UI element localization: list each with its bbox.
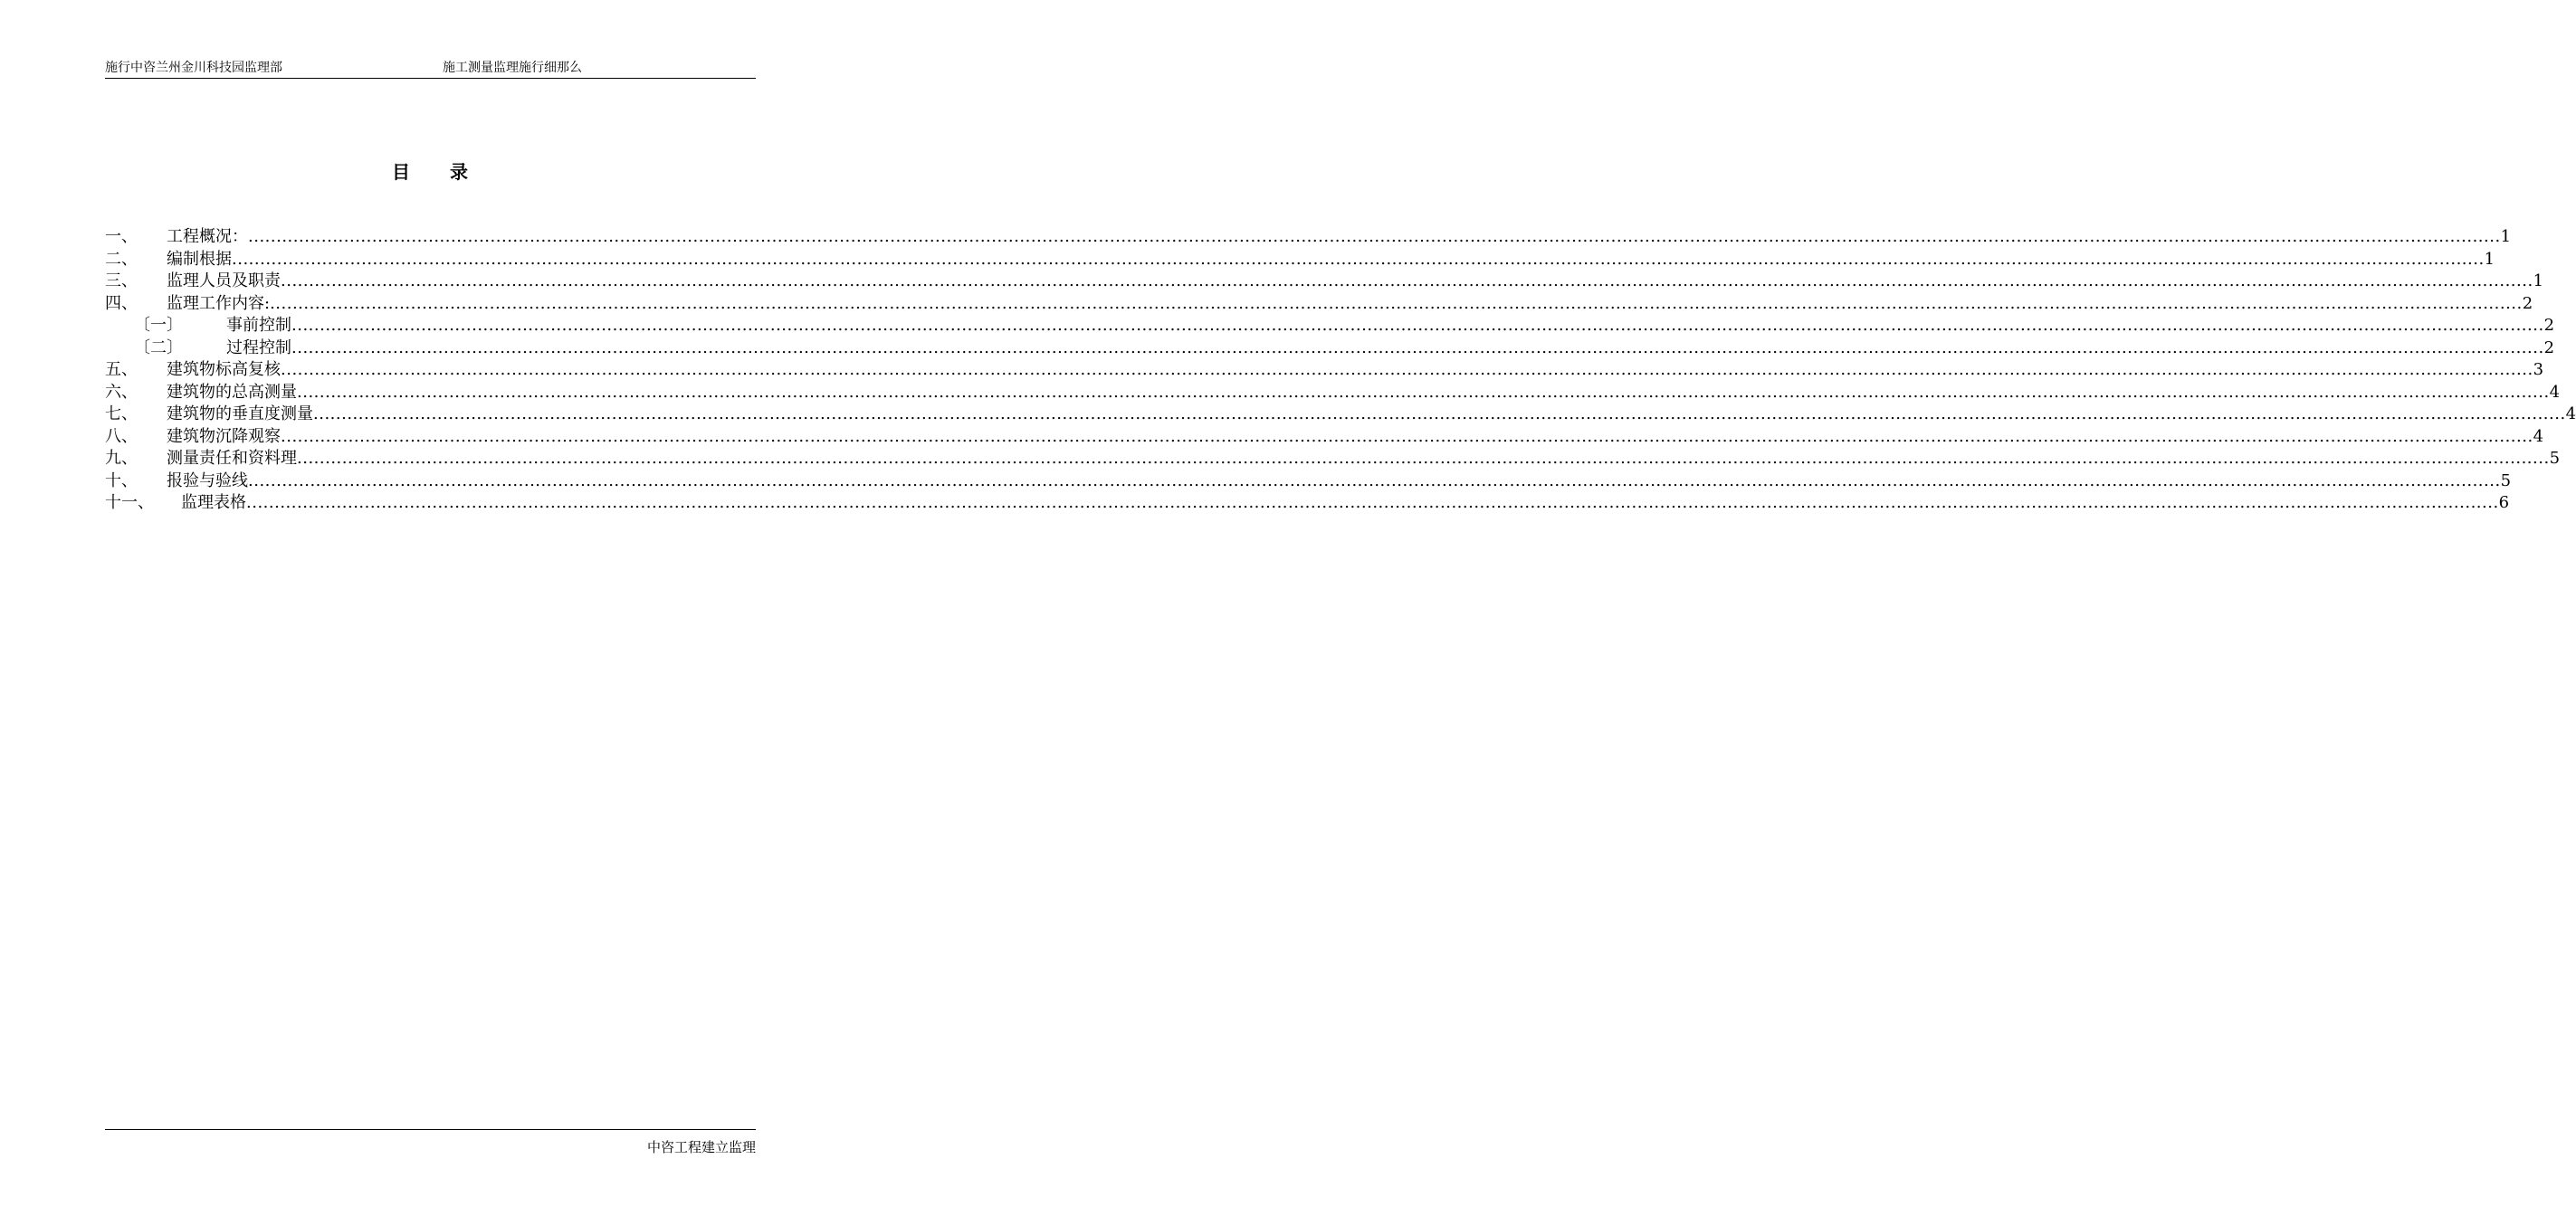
page-header bbox=[105, 60, 756, 79]
page-title: 目录 bbox=[392, 161, 508, 183]
toc-number: 〔一〕 bbox=[134, 316, 183, 335]
toc-number: 五、 bbox=[105, 360, 138, 379]
toc-number: 十、 bbox=[105, 470, 138, 490]
toc-number: 三、 bbox=[105, 271, 138, 290]
footer-divider bbox=[105, 1129, 756, 1130]
toc-leader: ................................................................................................................................................................................................................................................................................................................................................................................................................ bbox=[232, 249, 2485, 269]
toc-entry[interactable] bbox=[105, 293, 2533, 316]
toc-page-number: 4 bbox=[2533, 426, 2544, 446]
toc-label: 监理表格 bbox=[181, 493, 246, 512]
toc-page-number: 2 bbox=[2522, 293, 2533, 313]
toc-leader: ................................................................................................................................................................................................................................................................................................................................................................................................................ bbox=[281, 426, 2533, 446]
toc-label: 过程控制 bbox=[226, 337, 291, 357]
toc-number: 九、 bbox=[105, 449, 138, 468]
toc-number: 十一、 bbox=[105, 493, 154, 512]
toc-leader: ................................................................................................................................................................................................................................................................................................................................................................................................................ bbox=[281, 360, 2533, 379]
toc-entry[interactable] bbox=[105, 448, 2561, 470]
toc-number: 〔二〕 bbox=[134, 337, 183, 357]
toc-leader: ................................................................................................................................................................................................................................................................................................................................................................................................................ bbox=[281, 271, 2533, 290]
table-of-contents bbox=[105, 226, 2576, 515]
toc-page-number: 6 bbox=[2498, 493, 2510, 512]
toc-leader: ................................................................................................................................................................................................................................................................................................................................................................................................................ bbox=[313, 404, 2566, 423]
toc-leader: ................................................................................................................................................................................................................................................................................................................................................................................................................ bbox=[270, 293, 2523, 313]
toc-page-number: 1 bbox=[2484, 249, 2495, 269]
toc-leader: ................................................................................................................................................................................................................................................................................................................................................................................................................ bbox=[297, 449, 2550, 468]
toc-leader: ................................................................................................................................................................................................................................................................................................................................................................................................................ bbox=[297, 382, 2550, 402]
toc-number: 六、 bbox=[105, 382, 138, 402]
toc-label: 建筑物沉降观察 bbox=[167, 426, 281, 446]
toc-number: 八、 bbox=[105, 426, 138, 446]
toc-entry[interactable] bbox=[105, 426, 2544, 449]
toc-entry[interactable] bbox=[105, 359, 2544, 382]
toc-entry[interactable] bbox=[105, 404, 2576, 426]
toc-subentry[interactable] bbox=[105, 315, 2555, 337]
toc-page-number: 2 bbox=[2543, 337, 2555, 357]
toc-page-number: 5 bbox=[2549, 449, 2561, 468]
toc-entry[interactable] bbox=[105, 249, 2495, 271]
toc-number: 七、 bbox=[105, 404, 138, 423]
toc-entry[interactable] bbox=[105, 226, 2512, 249]
toc-label: 建筑物的总高测量 bbox=[167, 382, 297, 402]
toc-leader: ................................................................................................................................................................................................................................................................................................................................................................................................................ bbox=[291, 316, 2544, 335]
toc-entry[interactable] bbox=[105, 271, 2544, 293]
toc-label: 监理人员及职责 bbox=[167, 271, 281, 290]
toc-page-number: 2 bbox=[2543, 316, 2555, 335]
toc-number: 二、 bbox=[105, 249, 138, 269]
page-footer: 中咨工程建立监理 bbox=[646, 1139, 756, 1155]
toc-label: 事前控制 bbox=[226, 316, 291, 335]
toc-label: 监理工作内容: bbox=[167, 293, 271, 313]
toc-number: 一、 bbox=[105, 227, 138, 246]
toc-page-number: 4 bbox=[2565, 404, 2576, 423]
header-center-text: 施工测量监理施行细那么 bbox=[443, 61, 582, 75]
toc-subentry[interactable] bbox=[105, 337, 2555, 360]
toc-number: 四、 bbox=[105, 293, 138, 313]
toc-label: 建筑物标高复核 bbox=[167, 360, 281, 379]
toc-leader: ................................................................................................................................................................................................................................................................................................................................................................................................................ bbox=[246, 493, 2499, 512]
toc-entry[interactable] bbox=[105, 382, 2561, 404]
header-left-text: 施行中咨兰州金川科技园监理部 bbox=[105, 61, 282, 75]
toc-leader: ................................................................................................................................................................................................................................................................................................................................................................................................................ bbox=[291, 337, 2544, 357]
toc-entry[interactable] bbox=[105, 470, 2512, 493]
toc-label: 编制根据 bbox=[167, 249, 232, 269]
toc-page-number: 4 bbox=[2549, 382, 2561, 402]
toc-label: 建筑物的垂直度测量 bbox=[167, 404, 313, 423]
toc-entry[interactable] bbox=[105, 492, 2510, 515]
toc-page-number: 5 bbox=[2500, 470, 2512, 490]
toc-label: 报验与验线 bbox=[167, 470, 248, 490]
toc-leader: ................................................................................................................................................................................................................................................................................................................................................................................................................ bbox=[248, 470, 2501, 490]
toc-label: 测量责任和资料理 bbox=[167, 449, 297, 468]
toc-page-number: 1 bbox=[2533, 271, 2544, 290]
toc-page-number: 1 bbox=[2500, 227, 2512, 246]
toc-label: 工程概况： bbox=[167, 227, 248, 246]
toc-page-number: 3 bbox=[2533, 360, 2544, 379]
toc-leader: ................................................................................................................................................................................................................................................................................................................................................................................................................ bbox=[248, 227, 2501, 246]
